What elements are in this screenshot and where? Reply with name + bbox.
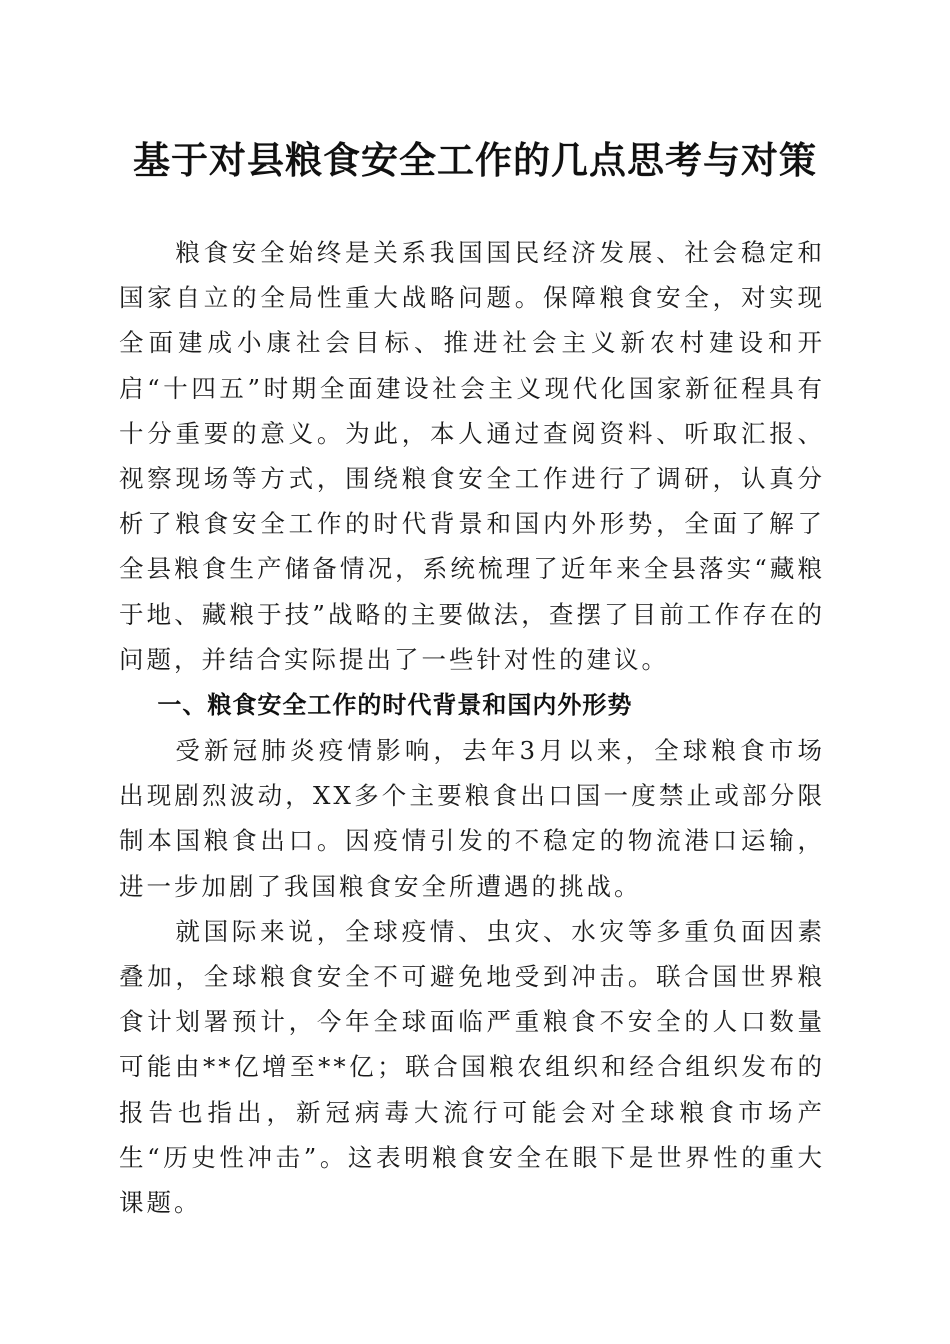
document-title: 基于对县粮食安全工作的几点思考与对策 bbox=[133, 138, 817, 182]
section-paragraph-2: 就国际来说，全球疫情、虫灾、水灾等多重负面因素叠加，全球粮食安全不可避免地受到冲击。联合国世界粮食计划署预计，今年全球面临严重粮食不安全的人口数量可能由**亿增至**亿；联合国粮农组织和经合组织发布的报告也指出，新冠病毒大流行可能会对全球粮食市场产生“历史性冲击”。这表明粮食安全在眼下是世界性的重大课题。 bbox=[119, 916, 825, 1218]
intro-paragraph: 粮食安全始终是关系我国国民经济发展、社会稳定和国家自立的全局性重大战略问题。保障粮食安全，对实现全面建成小康社会目标、推进社会主义新农村建设和开启“十四五”时期全面建设社会主义现代化国家新征程具有十分重要的意义。为此，本人通过查阅资料、听取汇报、视察现场等方式，围绕粮食安全工作进行了调研，认真分析了粮食安全工作的时代背景和国内外形势，全面了解了全县粮食生产储备情况，系统梳理了近年来全县落实“藏粮于地、藏粮于技”战略的主要做法，查摆了目前工作存在的问题，并结合实际提出了一些针对性的建议。 bbox=[119, 238, 825, 674]
section-paragraph-1: 受新冠肺炎疫情影响，去年3月以来，全球粮食市场出现剧烈波动，XX多个主要粮食出口国一度禁止或部分限制本国粮食出口。因疫情引发的不稳定的物流港口运输，进一步加剧了我国粮食安全所遭遇的挑战。 bbox=[119, 736, 825, 901]
document-body bbox=[119, 230, 825, 1225]
section-heading: 一、粮食安全工作的时代背景和国内外形势 bbox=[157, 691, 633, 720]
